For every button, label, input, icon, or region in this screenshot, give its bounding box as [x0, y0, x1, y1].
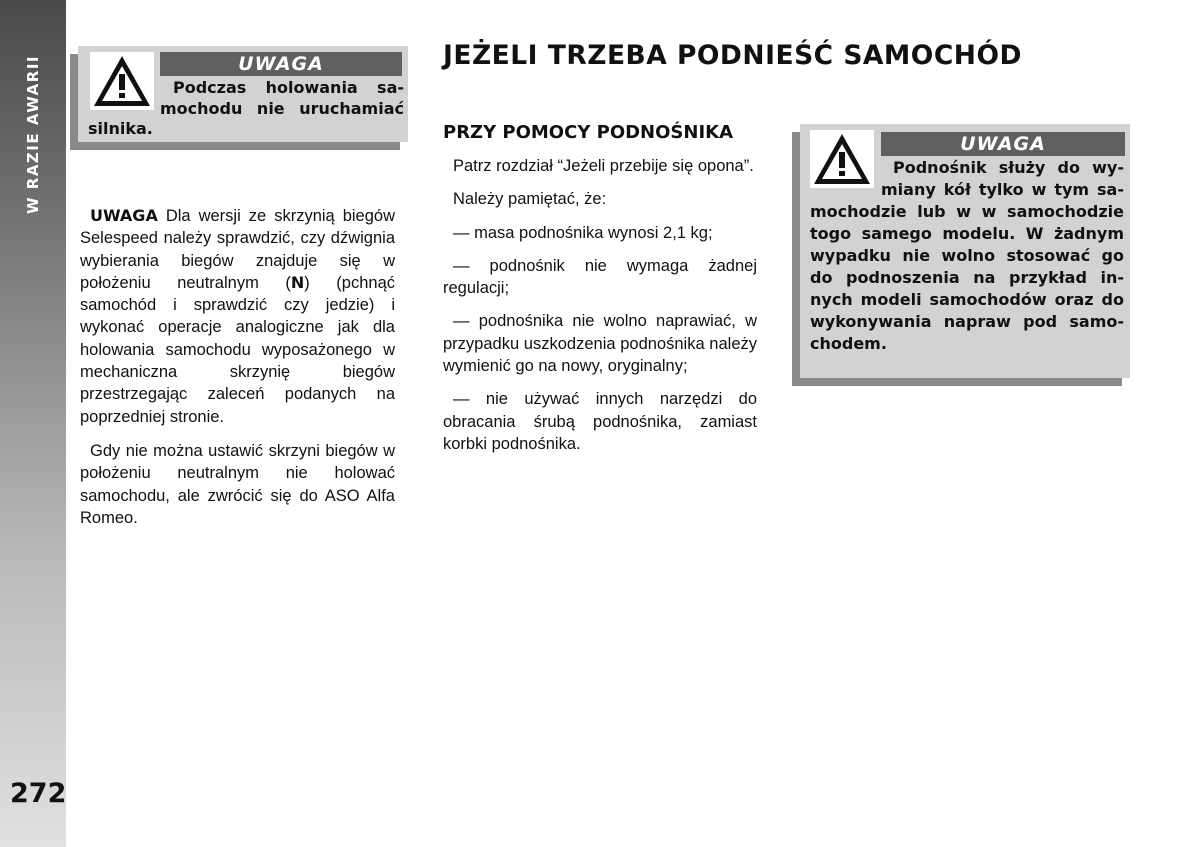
page-number: 272: [10, 778, 67, 809]
note-text-b: ) (pchnąć samochód i sprawdzić czy jedzie) i wykonać operacje analogiczne jak dla holowania samochodu wyposażonego w mechaniczna skrzynię biegów przestrzegając zaleceń podanych na poprzedniej stronie.: [80, 273, 395, 426]
warning-text-line5: wypadku nie wolno stosować go: [810, 246, 1124, 265]
warning-text-line4: togo samego modelu. W żadnym: [810, 224, 1124, 243]
warning-triangle-icon: [90, 52, 154, 110]
section-tab-label: W RAZIE AWARII: [24, 55, 42, 215]
warning-triangle-icon: [810, 130, 874, 188]
paragraph-selespeed: [80, 205, 395, 428]
list-item-mass: — masa podnośnika wynosi 2,1 kg;: [453, 223, 713, 242]
warning-text-line1: Podczas holowania sa-: [173, 78, 404, 97]
neutral-gear-symbol: N: [290, 272, 305, 292]
note-label: UWAGA: [90, 206, 158, 225]
left-column: [80, 205, 395, 541]
note-text-a: Dla wersji ze skrzynią biegów Selespeed należy sprawdzić, czy dźwignia wybierania biegów znajduje się w położeniu neutralnym (: [80, 207, 395, 292]
list-item-tools: — nie używać innych narzędzi do obracania śrubą podnośnika, zamiast korbki podnośnika.: [443, 390, 757, 453]
warning-text-line8: wykonywania napraw pod samo-: [810, 312, 1124, 331]
warning-text-line2: miany kół tylko w tym sa-: [881, 180, 1124, 199]
list-item-adjustment: — podnośnik nie wymaga żadnej regulacji;: [443, 256, 757, 298]
sidebar: [0, 0, 66, 847]
warning-text-line6: do podnoszenia na przykład in-: [810, 268, 1124, 287]
warning-title: UWAGA: [881, 132, 1125, 156]
warning-text-line1: Podnośnik służy do wy-: [893, 158, 1124, 177]
section-subheading: PRZY POMOCY PODNOŚNIKA: [443, 122, 734, 143]
warning-text-line2: mochodu nie uruchamiać: [160, 99, 404, 118]
warning-text-line7: nych modeli samochodów oraz do: [810, 290, 1124, 309]
page-title: JEŻELI TRZEBA PODNIEŚĆ SAMOCHÓD: [443, 40, 1022, 71]
middle-column: [443, 155, 757, 466]
warning-title: UWAGA: [160, 52, 402, 76]
list-item-repair: — podnośnika nie wolno naprawiać, w przypadku uszkodzenia podnośnika należy wymienić go na nowy, oryginalny;: [443, 312, 757, 376]
warning-text-line3: silnika.: [88, 119, 153, 138]
warning-box-right: [800, 124, 1130, 378]
paragraph-no-neutral: Gdy nie można ustawić skrzyni biegów w położeniu neutralnym nie holować samochodu, ale zwrócić się do ASO Alfa Romeo.: [80, 441, 395, 527]
paragraph-remember: Należy pamiętać, że:: [453, 190, 607, 209]
warning-text-line9: chodem.: [810, 334, 887, 353]
warning-box-left: [78, 46, 408, 142]
paragraph-see-chapter: Patrz rozdział “Jeżeli przebije się opona”.: [453, 157, 754, 175]
warning-text-line3: mochodzie lub w w samochodzie: [810, 202, 1124, 221]
